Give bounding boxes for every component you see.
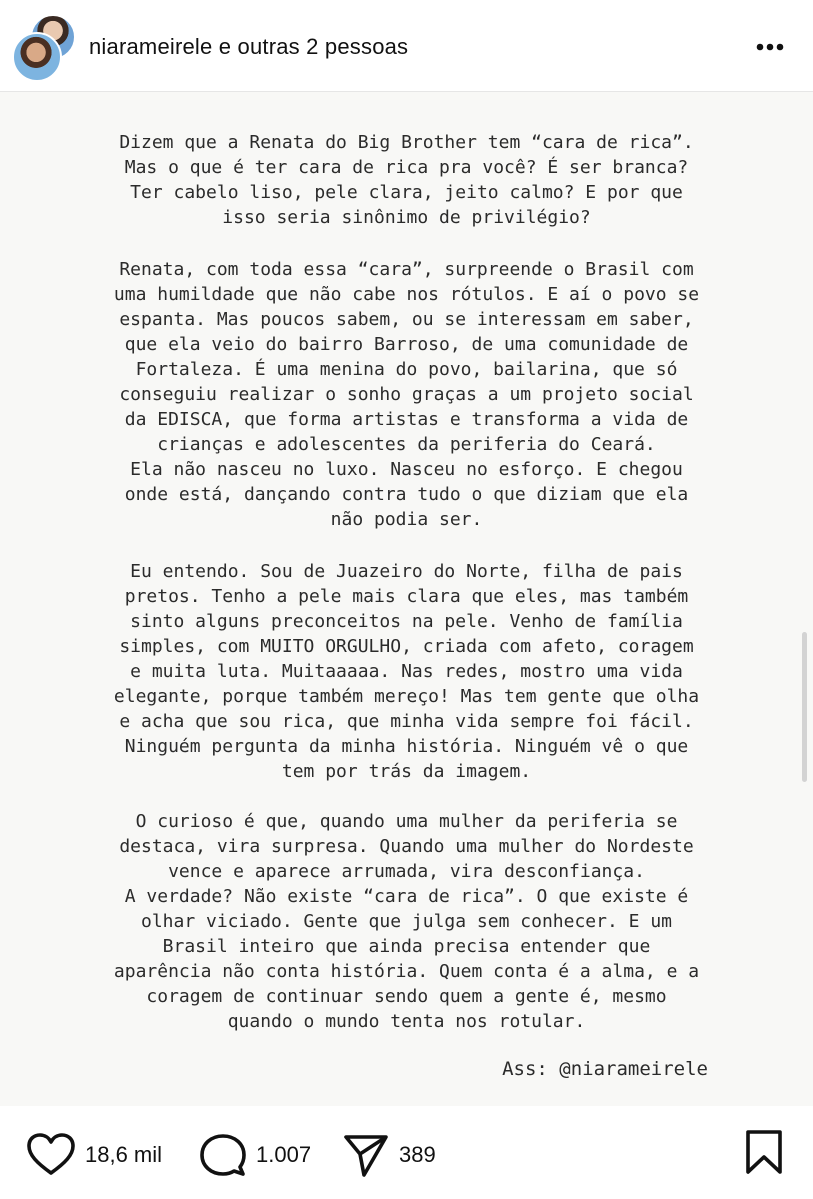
text-line: Mas o que é ter cara de rica pra você? É ser branca?	[124, 157, 689, 178]
text-line: A verdade? Não existe “cara de rica”. O que existe é	[124, 886, 689, 907]
share-icon[interactable]	[343, 1133, 389, 1177]
comment-count[interactable]: 1.007	[256, 1142, 312, 1167]
text-line: Eu entendo. Sou de Juazeiro do Norte, filha de pais	[130, 561, 683, 582]
text-line: Dizem que a Renata do Big Brother tem “cara de rica”.	[119, 132, 694, 153]
action-bar	[0, 1106, 813, 1199]
like-count[interactable]: 18,6 mil	[85, 1142, 163, 1167]
text-line: Ela não nasceu no luxo. Nasceu no esforço. E chegou	[130, 459, 683, 480]
text-line: uma humildade que não cabe nos rótulos. E aí o povo se	[113, 284, 700, 305]
avatar-stack[interactable]	[12, 14, 78, 80]
avatar[interactable]	[12, 32, 62, 82]
post-image[interactable]	[0, 92, 813, 1106]
text-line: aparência não conta história. Quem conta é a alma, e a	[113, 961, 700, 982]
text-line: e acha que sou rica, que minha vida sempre foi fácil.	[119, 711, 694, 732]
username-label[interactable]: niarameirele e outras 2 pessoas	[89, 34, 409, 59]
post-header	[0, 0, 813, 92]
text-line: isso seria sinônimo de privilégio?	[222, 207, 591, 228]
heart-icon[interactable]	[27, 1133, 75, 1177]
comment-icon[interactable]	[200, 1133, 246, 1177]
text-line: destaca, vira surpresa. Quando uma mulher do Nordeste	[119, 836, 694, 857]
text-line: olhar viciado. Gente que julga sem conhecer. E um	[140, 911, 672, 932]
text-line: e muita luta. Muitaaaaa. Nas redes, mostro uma vida	[130, 661, 683, 682]
more-horizontal-icon[interactable]	[748, 32, 792, 62]
text-line: Fortaleza. É uma menina do povo, bailarina, que só	[135, 359, 678, 380]
text-line: espanta. Mas poucos sabem, ou se interessam em saber,	[119, 309, 694, 330]
text-line: Renata, com toda essa “cara”, surpreende o Brasil com	[119, 259, 694, 280]
text-line: Ninguém pergunta da minha história. Ninguém vê o que	[124, 736, 689, 757]
text-line: crianças e adolescentes da periferia do Ceará.	[157, 434, 656, 455]
text-line: tem por trás da imagem.	[281, 761, 532, 782]
paragraph-4	[20, 809, 793, 1034]
signature: Ass: @niarameirele	[502, 1058, 708, 1080]
text-line: Ter cabelo liso, pele clara, jeito calmo? E por que	[130, 182, 683, 203]
text-line: Brasil inteiro que ainda precisa entender que	[162, 936, 651, 957]
text-line: que ela veio do bairro Barroso, de uma comunidade de	[124, 334, 689, 355]
text-line: coragem de continuar sendo quem a gente é, mesmo	[146, 986, 667, 1007]
text-line: da EDISCA, que forma artistas e transforma a vida de	[124, 409, 689, 430]
paragraph-1	[20, 130, 793, 230]
like-button[interactable]	[27, 1133, 162, 1177]
share-button[interactable]	[343, 1133, 436, 1177]
comment-button[interactable]	[200, 1133, 311, 1177]
scrollbar[interactable]	[802, 632, 807, 782]
text-line: simples, com MUITO ORGULHO, criada com afeto, coragem	[119, 636, 694, 657]
paragraph-2	[20, 257, 793, 532]
text-line: elegante, porque também mereço! Mas tem gente que olha	[113, 686, 700, 707]
paragraph-3	[20, 559, 793, 784]
text-line: conseguiu realizar o sonho graças a um projeto social	[119, 384, 694, 405]
bookmark-icon[interactable]	[744, 1129, 784, 1175]
text-line: onde está, dançando contra tudo o que diziam que ela	[124, 484, 689, 505]
text-line: vence e aparece arrumada, vira desconfiança.	[168, 861, 645, 882]
text-line: O curioso é que, quando uma mulher da periferia se	[135, 811, 678, 832]
text-line: quando o mundo tenta nos rotular.	[227, 1011, 586, 1032]
share-count[interactable]: 389	[399, 1142, 436, 1167]
text-line: sinto alguns preconceitos na pele. Venho de família	[130, 611, 683, 632]
text-line: pretos. Tenho a pele mais clara que eles, mas também	[124, 586, 689, 607]
text-line: não podia ser.	[330, 509, 483, 530]
save-button[interactable]	[744, 1130, 784, 1174]
